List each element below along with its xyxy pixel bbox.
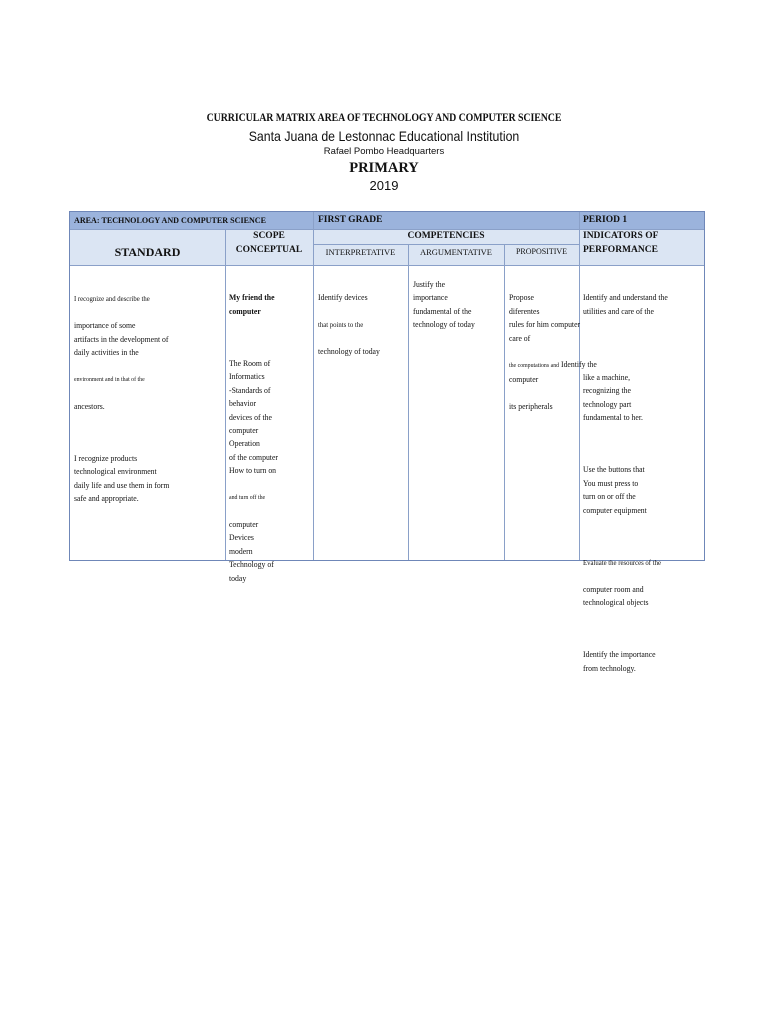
scope-header-line2: CONCEPTUAL <box>235 245 303 255</box>
argumentative-cell: Justify the importance fundamental of the technology of today <box>413 279 475 330</box>
standard-text: I recognize products technological environment daily life and use them in form safe and appropriate. <box>74 452 170 504</box>
competency-divider <box>313 244 579 245</box>
competencies-header: COMPETENCIES <box>407 231 485 241</box>
standard-text: I recognize and describe the <box>74 294 150 304</box>
indicators-text: Use the buttons that You must press to turn on or off the computer equipment <box>583 464 647 515</box>
scope-cell <box>229 278 310 598</box>
row-divider <box>70 229 704 230</box>
col-divider <box>504 244 505 560</box>
standard-header: STANDARD <box>114 245 181 259</box>
argumentative-header: ARGUMENTATIVE <box>419 247 493 257</box>
document-title: CURRICULAR MATRIX AREA OF TECHNOLOGY AND COMPUTER SCIENCE <box>206 112 562 124</box>
interpretative-cell <box>318 278 408 372</box>
col-divider <box>313 212 314 560</box>
interpretative-text: technology of today <box>318 346 380 357</box>
standard-text: importance of some artifacts in the development of daily activities in the <box>74 320 169 358</box>
level-label: PRIMARY <box>349 160 419 176</box>
scope-text: computer Devices modern Technology of today <box>229 518 274 583</box>
col-divider <box>225 229 226 560</box>
interpretative-text: Identify devices <box>318 292 368 303</box>
period-cell: PERIOD 1 <box>583 215 628 225</box>
curricular-matrix-table <box>69 211 705 673</box>
standard-text: environment and in that of the <box>74 375 145 383</box>
indicators-header-line2: PERFORMANCE <box>583 245 658 255</box>
interpretative-header: INTERPRETATIVE <box>325 247 396 257</box>
indicators-text: computer room and technological objects <box>583 583 649 608</box>
indicators-text: Identify the importance from technology. <box>583 649 656 673</box>
indicators-text: like a machine, recognizing the technology part fundamental to her. <box>583 372 643 423</box>
propositive-text: its peripherals <box>509 400 553 411</box>
standard-text: ancestors. <box>74 400 105 411</box>
propositive-header: PROPOSITIVE <box>515 247 568 256</box>
propositive-text: the computations and <box>509 362 560 370</box>
indicators-cell <box>583 278 702 689</box>
indicators-text: Evaluate the resources of the <box>583 557 661 567</box>
scope-header-line1: SCOPE <box>253 231 285 241</box>
interpretative-text: that points to the <box>318 320 364 330</box>
area-cell: AREA: TECHNOLOGY AND COMPUTER SCIENCE <box>74 215 267 225</box>
propositive-text: Identify the computer <box>509 359 597 384</box>
indicators-text: Identify and understand the utilities and care of the <box>583 292 668 316</box>
institution-name: Santa Juana de Lestonnac Educational Institution <box>248 128 520 144</box>
headquarters-name: Rafael Pombo Headquarters <box>323 146 445 157</box>
scope-title: My friend the computer <box>229 292 275 316</box>
grade-cell: FIRST GRADE <box>318 215 383 225</box>
col-divider <box>408 244 409 560</box>
propositive-text: Propose diferentes rules for him computer care of <box>509 292 581 343</box>
indicators-header-line1: INDICATORS OF <box>583 231 659 241</box>
scope-text: and turn off the <box>229 494 266 502</box>
standard-cell <box>74 279 218 519</box>
year-label: 2019 <box>369 178 399 193</box>
scope-text: The Room of Informatics -Standards of behavior devices of the computer Operation of the computer How to turn on <box>229 358 278 476</box>
header-divider <box>70 265 704 266</box>
